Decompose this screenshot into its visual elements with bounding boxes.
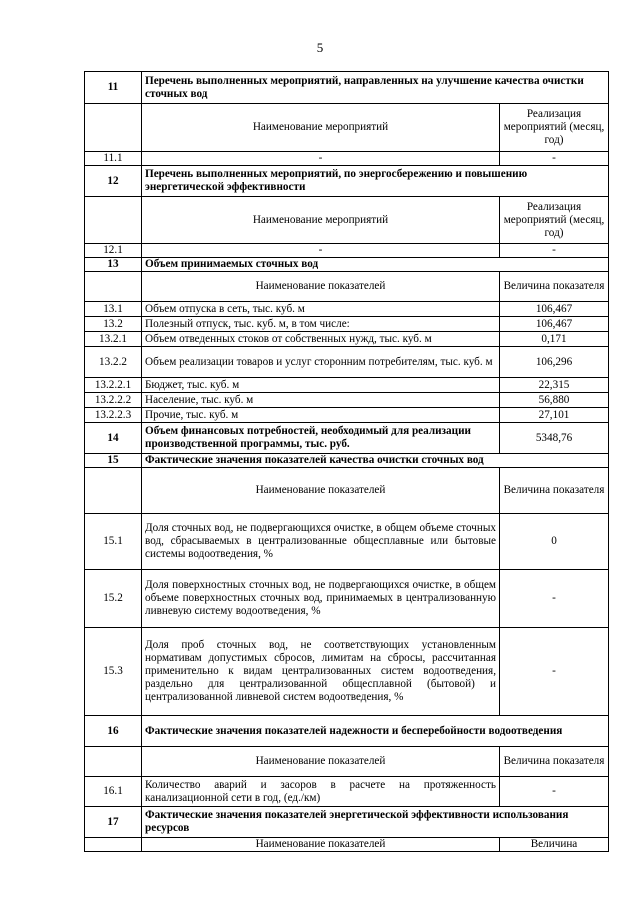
header-blank-cell bbox=[85, 272, 142, 302]
row-description: Население, тыс. куб. м bbox=[142, 393, 500, 408]
row-number: 15.2 bbox=[85, 570, 142, 628]
column-header-value: Величина показателя bbox=[500, 272, 609, 302]
table-row bbox=[85, 347, 609, 378]
row-number: 11.1 bbox=[85, 152, 142, 166]
row-number: 13.2.2.2 bbox=[85, 393, 142, 408]
column-header-row bbox=[85, 104, 609, 152]
table-row bbox=[85, 378, 609, 393]
row-number: 13.2.2.3 bbox=[85, 408, 142, 423]
row-value: - bbox=[500, 777, 609, 807]
row-description: Доля сточных вод, не подвергающихся очистке, в общем объеме сточных вод, сбрасываемых в централизованные общесплавные или бытовые системы водоотведения, % bbox=[142, 514, 500, 570]
row-number: 13.2.2.1 bbox=[85, 378, 142, 393]
row-description: Доля проб сточных вод, не соответствующих установленным нормативам допустимых сбросов, лимитам на сбросы, рассчитанная применительно к видам централизованных систем водоотведения, раздельно для централизованной общесплавной (бытовой) и централизованной ливневой систем водоотведения, % bbox=[142, 628, 500, 716]
row-value: 22,315 bbox=[500, 378, 609, 393]
table-row bbox=[85, 777, 609, 807]
row-description: Объем реализации товаров и услуг сторонним потребителям, тыс. куб. м bbox=[142, 347, 500, 378]
page-number: 5 bbox=[316, 40, 324, 55]
section-number: 12 bbox=[85, 166, 142, 197]
row-value: 27,101 bbox=[500, 408, 609, 423]
table-row bbox=[85, 408, 609, 423]
section-row bbox=[85, 716, 609, 747]
header-blank-cell bbox=[85, 104, 142, 152]
row-description: Объем отведенных стоков от собственных нужд, тыс. куб. м bbox=[142, 332, 500, 347]
row-number: 13.2 bbox=[85, 317, 142, 332]
column-header-row bbox=[85, 272, 609, 302]
table-row bbox=[85, 302, 609, 317]
section-number: 13 bbox=[85, 258, 142, 272]
column-header-name: Наименование показателей bbox=[142, 468, 500, 514]
row-value: 0 bbox=[500, 514, 609, 570]
column-header-row bbox=[85, 468, 609, 514]
column-header-name: Наименование показателей bbox=[142, 747, 500, 777]
column-header-row bbox=[85, 747, 609, 777]
row-value: 106,467 bbox=[500, 302, 609, 317]
row-number: 16.1 bbox=[85, 777, 142, 807]
column-header-value: Величина показателя bbox=[500, 747, 609, 777]
header-blank-cell bbox=[85, 197, 142, 244]
section-title: Перечень выполненных мероприятий, направленных на улучшение качества очистки сточных вод bbox=[142, 72, 609, 104]
section-title: Перечень выполненных мероприятий, по энергосбережению и повышению энергетической эффективности bbox=[142, 166, 609, 197]
section-title: Фактические значения показателей качества очистки сточных вод bbox=[142, 454, 609, 468]
column-header-value: Реализация мероприятий (месяц, год) bbox=[500, 197, 609, 244]
row-value: - bbox=[500, 152, 609, 166]
section-row bbox=[85, 166, 609, 197]
indicators-table bbox=[84, 71, 609, 852]
section-row bbox=[85, 72, 609, 104]
table-row bbox=[85, 244, 609, 258]
column-header-value: Реализация мероприятий (месяц, год) bbox=[500, 104, 609, 152]
indicators-table-body bbox=[85, 72, 609, 852]
row-description: Объем финансовых потребностей, необходимый для реализации производственной программы, тыс. руб. bbox=[142, 423, 500, 454]
header-blank-cell bbox=[85, 747, 142, 777]
column-header-row bbox=[85, 838, 609, 852]
header-blank-cell bbox=[85, 468, 142, 514]
table-row bbox=[85, 514, 609, 570]
row-value: - bbox=[500, 244, 609, 258]
column-header-value: Величина bbox=[500, 838, 609, 852]
table-row bbox=[85, 317, 609, 332]
section-title: Фактические значения показателей надежности и бесперебойности водоотведения bbox=[142, 716, 609, 747]
section-row bbox=[85, 807, 609, 838]
table-row bbox=[85, 423, 609, 454]
row-value: 5348,76 bbox=[500, 423, 609, 454]
row-description: Полезный отпуск, тыс. куб. м, в том числе: bbox=[142, 317, 500, 332]
row-value: 0,171 bbox=[500, 332, 609, 347]
row-value: - bbox=[500, 628, 609, 716]
section-title: Фактические значения показателей энергетической эффективности использования ресурсов bbox=[142, 807, 609, 838]
row-number: 13.2.2 bbox=[85, 347, 142, 378]
row-number: 13.1 bbox=[85, 302, 142, 317]
row-description: Доля поверхностных сточных вод, не подвергающихся очистке, в общем объеме поверхностных сточных вод, принимаемых в централизованную ливневую систему водоотведения, % bbox=[142, 570, 500, 628]
table-row bbox=[85, 570, 609, 628]
column-header-name: Наименование мероприятий bbox=[142, 197, 500, 244]
row-description: - bbox=[142, 152, 500, 166]
row-description: Бюджет, тыс. куб. м bbox=[142, 378, 500, 393]
column-header-value: Величина показателя bbox=[500, 468, 609, 514]
section-number: 11 bbox=[85, 72, 142, 104]
row-description: Объем отпуска в сеть, тыс. куб. м bbox=[142, 302, 500, 317]
column-header-row bbox=[85, 197, 609, 244]
section-number: 16 bbox=[85, 716, 142, 747]
table-row bbox=[85, 152, 609, 166]
table-row bbox=[85, 332, 609, 347]
section-row bbox=[85, 258, 609, 272]
column-header-name: Наименование показателей bbox=[142, 272, 500, 302]
table-row bbox=[85, 393, 609, 408]
row-number: 13.2.1 bbox=[85, 332, 142, 347]
section-row bbox=[85, 454, 609, 468]
row-value: 106,467 bbox=[500, 317, 609, 332]
row-value: 56,880 bbox=[500, 393, 609, 408]
row-description: Прочие, тыс. куб. м bbox=[142, 408, 500, 423]
table-row bbox=[85, 628, 609, 716]
section-number: 17 bbox=[85, 807, 142, 838]
row-number: 12.1 bbox=[85, 244, 142, 258]
column-header-name: Наименование мероприятий bbox=[142, 104, 500, 152]
header-blank-cell bbox=[85, 838, 142, 852]
section-number: 15 bbox=[85, 454, 142, 468]
row-number: 15.3 bbox=[85, 628, 142, 716]
row-number: 14 bbox=[85, 423, 142, 454]
row-value: - bbox=[500, 570, 609, 628]
row-description: Количество аварий и засоров в расчете на протяженность канализационной сети в год, (ед./км) bbox=[142, 777, 500, 807]
section-title: Объем принимаемых сточных вод bbox=[142, 258, 609, 272]
row-value: 106,296 bbox=[500, 347, 609, 378]
row-number: 15.1 bbox=[85, 514, 142, 570]
row-description: - bbox=[142, 244, 500, 258]
column-header-name: Наименование показателей bbox=[142, 838, 500, 852]
